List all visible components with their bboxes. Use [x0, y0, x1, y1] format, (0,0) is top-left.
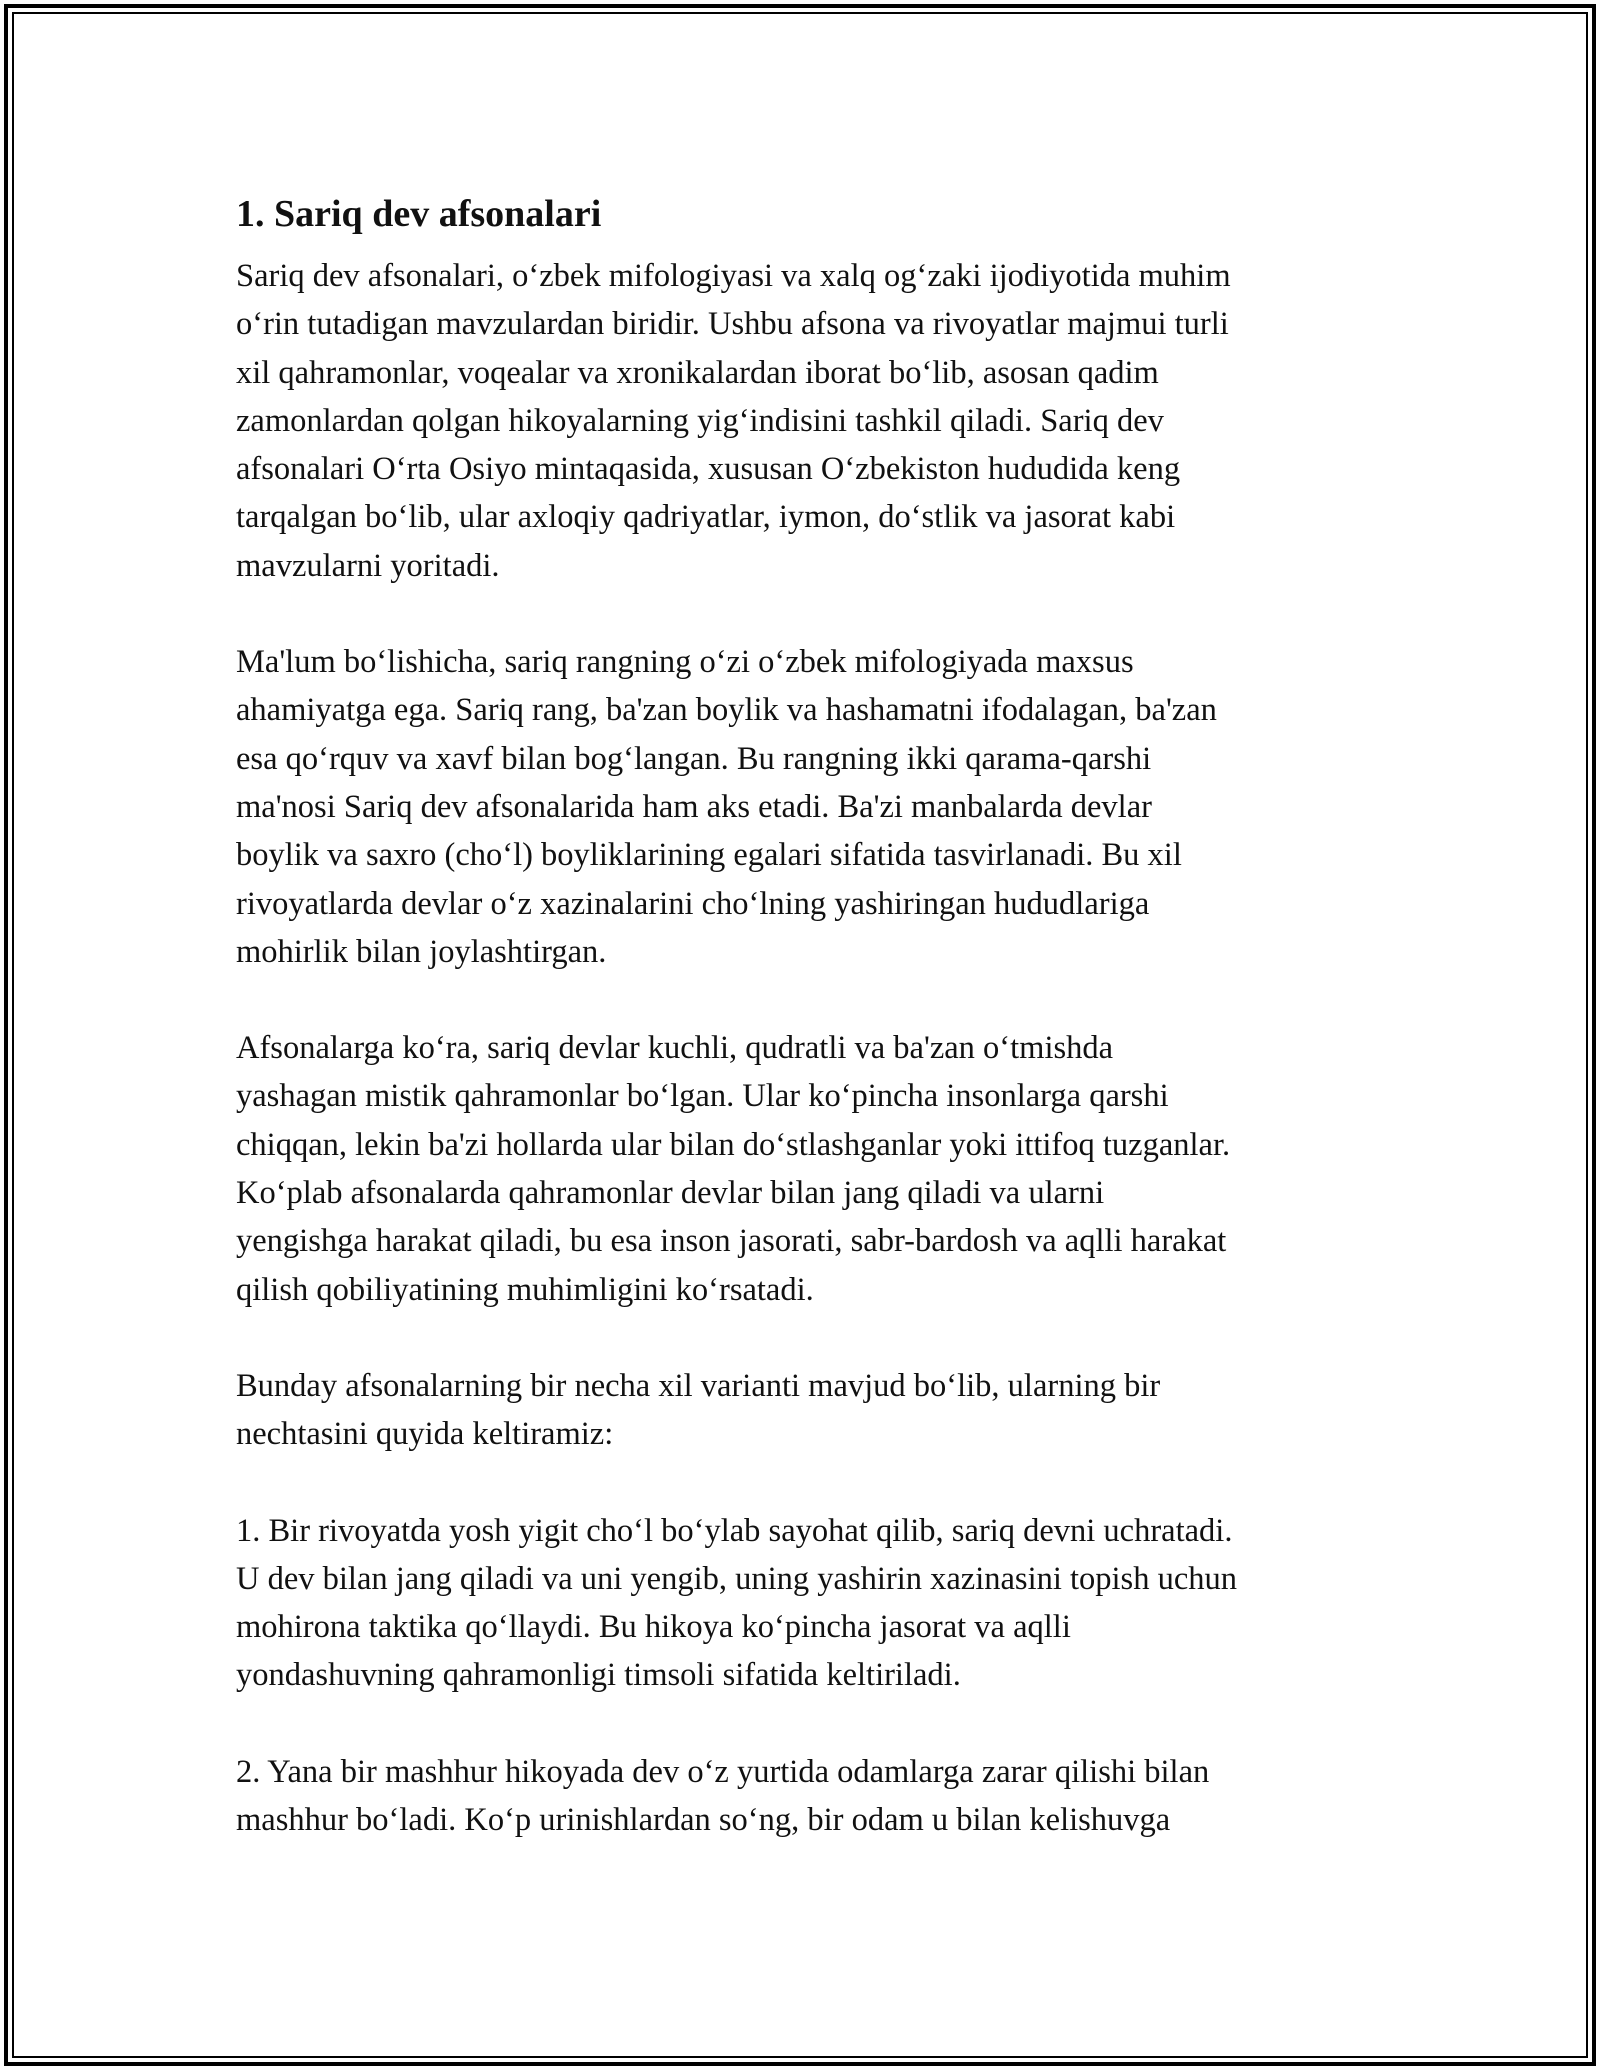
paragraph-variants-intro [236, 1362, 1376, 1459]
text-line: qilish qobiliyatining muhimligini koʻrsatadi. [236, 1271, 814, 1308]
text-line: rivoyatlarda devlar oʻz xazinalarini choʻlning yashiringan hududlariga [236, 885, 1150, 922]
paragraph-intro [236, 252, 1376, 590]
text-line: Ma'lum boʻlishicha, sariq rangning oʻzi oʻzbek mifologiyada maxsus [236, 644, 1134, 681]
document-body [236, 186, 1376, 1892]
text-line: boylik va saxro (choʻl) boyliklarining egalari sifatida tasvirlanadi. Bu xil [236, 837, 1182, 874]
list-item-1 [236, 1507, 1376, 1700]
text-line: oʻrin tutadigan mavzulardan biridir. Ushbu afsona va rivoyatlar majmui turli [236, 306, 1229, 343]
text-line: Koʻplab afsonalarda qahramonlar devlar bilan jang qiladi va ularni [236, 1175, 1105, 1212]
text-line: mashhur boʻladi. Koʻp urinishlardan soʻng, bir odam u bilan kelishuvga [236, 1802, 1171, 1839]
text-line: Sariq dev afsonalari, oʻzbek mifologiyasi va xalq ogʻzaki ijodiyotida muhim [236, 258, 1231, 294]
text-line: esa qoʻrquv va xavf bilan bogʻlangan. Bu rangning ikki qarama-qarshi [236, 740, 1152, 777]
text-line: U dev bilan jang qiladi va uni yengib, uning yashirin xazinasini topish uchun [236, 1560, 1238, 1597]
text-line: chiqqan, lekin ba'zi hollarda ular bilan doʻstlashganlar yoki ittifoq tuzganlar. [236, 1126, 1231, 1163]
text-line: ma'nosi Sariq dev afsonalarida ham aks etadi. Ba'zi manbalarda devlar [236, 788, 1152, 825]
paragraph-heroes [236, 1024, 1376, 1314]
text-line: afsonalari Oʻrta Osiyo mintaqasida, xususan Oʻzbekiston hududida keng [236, 451, 1181, 488]
text-line: mohirlik bilan joylashtirgan. [236, 933, 607, 970]
text-line: yengishga harakat qiladi, bu esa inson jasorati, sabr-bardosh va aqlli harakat [236, 1223, 1227, 1260]
text-line: Bunday afsonalarning bir necha xil varianti mavjud boʻlib, ularning bir [236, 1367, 1161, 1404]
text-line: zamonlardan qolgan hikoyalarning yigʻindisini tashkil qiladi. Sariq dev [236, 402, 1164, 439]
text-line: xil qahramonlar, voqealar va xronikalardan iborat boʻlib, asosan qadim [236, 354, 1159, 391]
text-line: yondashuvning qahramonligi timsoli sifatida keltiriladi. [236, 1657, 961, 1694]
text-line: ahamiyatga ega. Sariq rang, ba'zan boylik va hashamatni ifodalagan, ba'zan [236, 692, 1217, 729]
text-line: tarqalgan boʻlib, ular axloqiy qadriyatlar, iymon, doʻstlik va jasorat kabi [236, 499, 1176, 536]
text-line: Afsonalarga koʻra, sariq devlar kuchli, qudratli va ba'zan oʻtmishda [236, 1030, 1114, 1067]
text-line: mavzularni yoritadi. [236, 547, 500, 584]
section-heading: 1. Sariq dev afsonalari [236, 193, 602, 235]
text-line: 1. Bir rivoyatda yosh yigit choʻl boʻylab sayohat qilib, sariq devni uchratadi. [236, 1512, 1233, 1549]
text-line: mohirona taktika qoʻllaydi. Bu hikoya koʻpincha jasorat va aqlli [236, 1609, 1071, 1646]
text-line: yashagan mistik qahramonlar boʻlgan. Ular koʻpincha insonlarga qarshi [236, 1078, 1169, 1115]
text-line: nechtasini quyida keltiramiz: [236, 1416, 614, 1453]
list-item-2 [236, 1748, 1376, 1845]
text-line: 2. Yana bir mashhur hikoyada dev oʻz yurtida odamlarga zarar qilishi bilan [236, 1753, 1210, 1790]
paragraph-color-meaning [236, 638, 1376, 976]
